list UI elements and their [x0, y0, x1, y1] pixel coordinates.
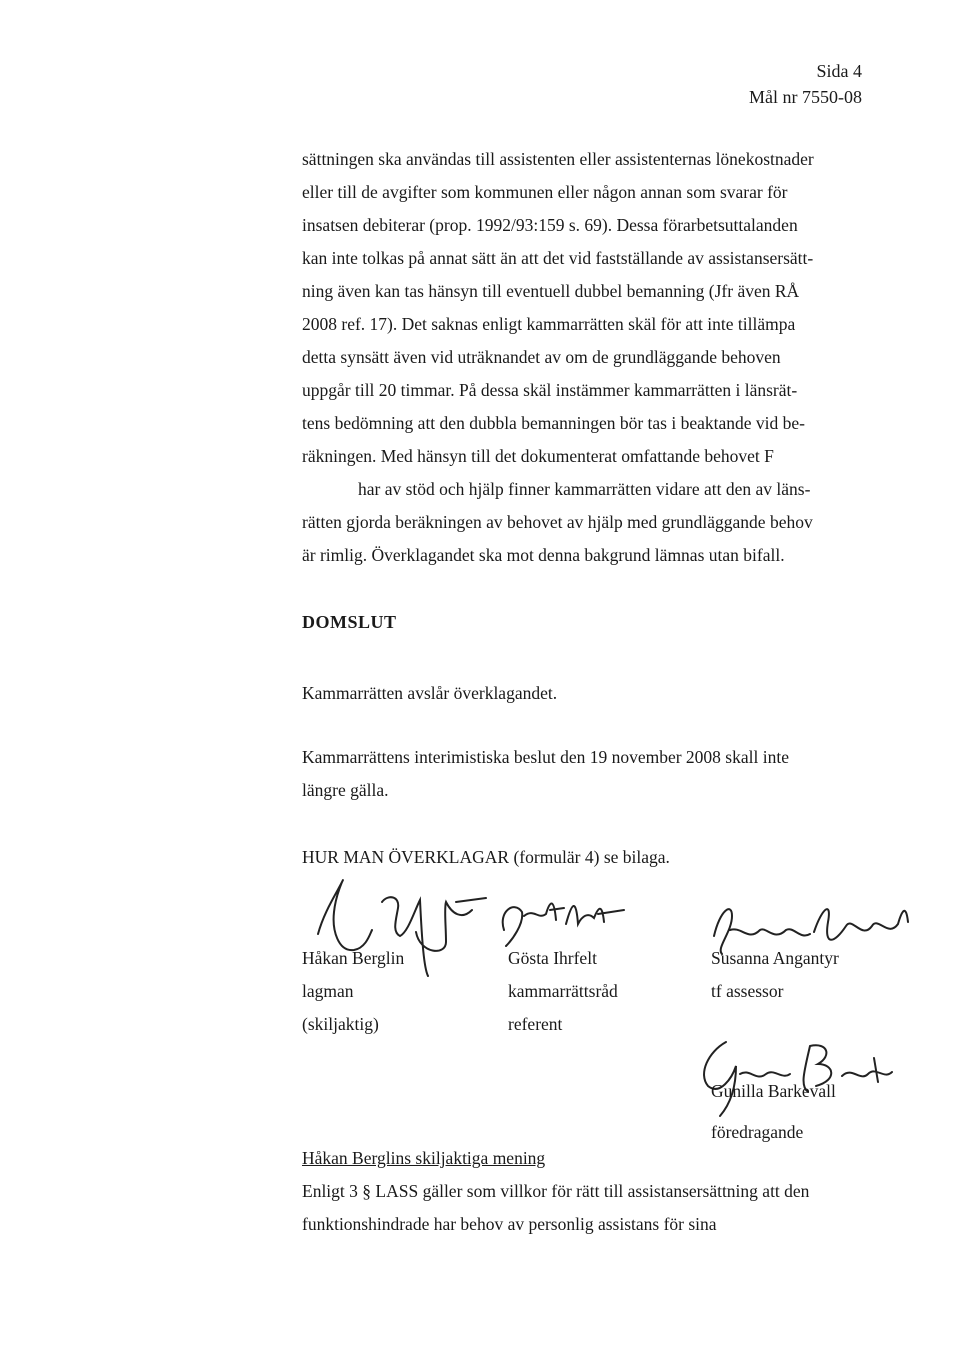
body-line: eller till de avgifter som kommunen eller någon annan som svarar för: [302, 182, 788, 202]
signatory-note: referent: [508, 1014, 563, 1034]
body-line: räkningen. Med hänsyn till det dokumenterat omfattande behovet F: [302, 446, 774, 466]
body-line: tens bedömning att den dubbla bemanningen bör tas i beaktande vid be-: [302, 413, 805, 433]
signatory-name: Susanna Angantyr: [711, 948, 839, 968]
signatory-title: kammarrättsråd: [508, 981, 618, 1001]
signature-ihrfelt: [494, 890, 634, 950]
case-number: Mål nr 7550-08: [749, 87, 862, 107]
body-line: ning även kan tas hänsyn till eventuell dubbel bemanning (Jfr även RÅ: [302, 281, 800, 301]
domslut-paragraph-2-line-1: Kammarrättens interimistiska beslut den 19 november 2008 skall inte: [302, 747, 789, 767]
body-line: insatsen debiterar (prop. 1992/93:159 s. 69). Dessa förarbetsuttalanden: [302, 215, 798, 235]
body-line: detta synsätt även vid uträknandet av om de grundläggande behoven: [302, 347, 781, 367]
domslut-heading: DOMSLUT: [302, 612, 397, 632]
body-line: uppgår till 20 timmar. På dessa skäl instämmer kammarrätten i länsrät-: [302, 380, 798, 400]
signatory-berglin: [302, 942, 404, 1041]
signatory-name: Gösta Ihrfelt: [508, 948, 597, 968]
signatory-name: Håkan Berglin: [302, 948, 405, 968]
appeal-note: HUR MAN ÖVERKLAGAR (formulär 4) se bilaga.: [302, 847, 670, 867]
domslut-paragraph-1: Kammarrätten avslår överklagandet.: [302, 683, 558, 703]
signatory-title: tf assessor: [711, 981, 784, 1001]
body-text: [302, 143, 872, 572]
dissent-line-2: funktionshindrade har behov av personlig assistans för sina: [302, 1214, 717, 1234]
dissent-line-1: Enligt 3 § LASS gäller som villkor för rätt till assistansersättning att den: [302, 1181, 810, 1201]
body-line: är rimlig. Överklagandet ska mot denna bakgrund lämnas utan bifall.: [302, 545, 785, 565]
signatory-angantyr: [711, 942, 839, 1008]
signatory-barkevall: [711, 1075, 836, 1149]
signatory-title: lagman: [302, 981, 354, 1001]
body-line: 2008 ref. 17). Det saknas enligt kammarrätten skäl för att inte tillämpa: [302, 314, 796, 334]
body-line: kan inte tolkas på annat sätt än att det vid fastställande av assistansersätt-: [302, 248, 814, 268]
dissent-heading: Håkan Berglins skiljaktiga mening: [302, 1148, 546, 1168]
signatory-name: Gunilla Barkevall: [711, 1081, 836, 1101]
signatory-ihrfelt: [508, 942, 618, 1041]
page-header: [749, 58, 862, 110]
body-line: sättningen ska användas till assistenten eller assistenternas lönekostnader: [302, 149, 814, 169]
signatory-title: föredragande: [711, 1122, 804, 1142]
body-line: har av stöd och hjälp finner kammarrätten vidare att den av läns-: [358, 479, 811, 499]
body-line: rätten gjorda beräkningen av behovet av hjälp med grundläggande behov: [302, 512, 813, 532]
signatory-note: (skiljaktig): [302, 1014, 379, 1034]
page-number: Sida 4: [816, 61, 862, 81]
domslut-paragraph-2-line-2: längre gälla.: [302, 780, 389, 800]
